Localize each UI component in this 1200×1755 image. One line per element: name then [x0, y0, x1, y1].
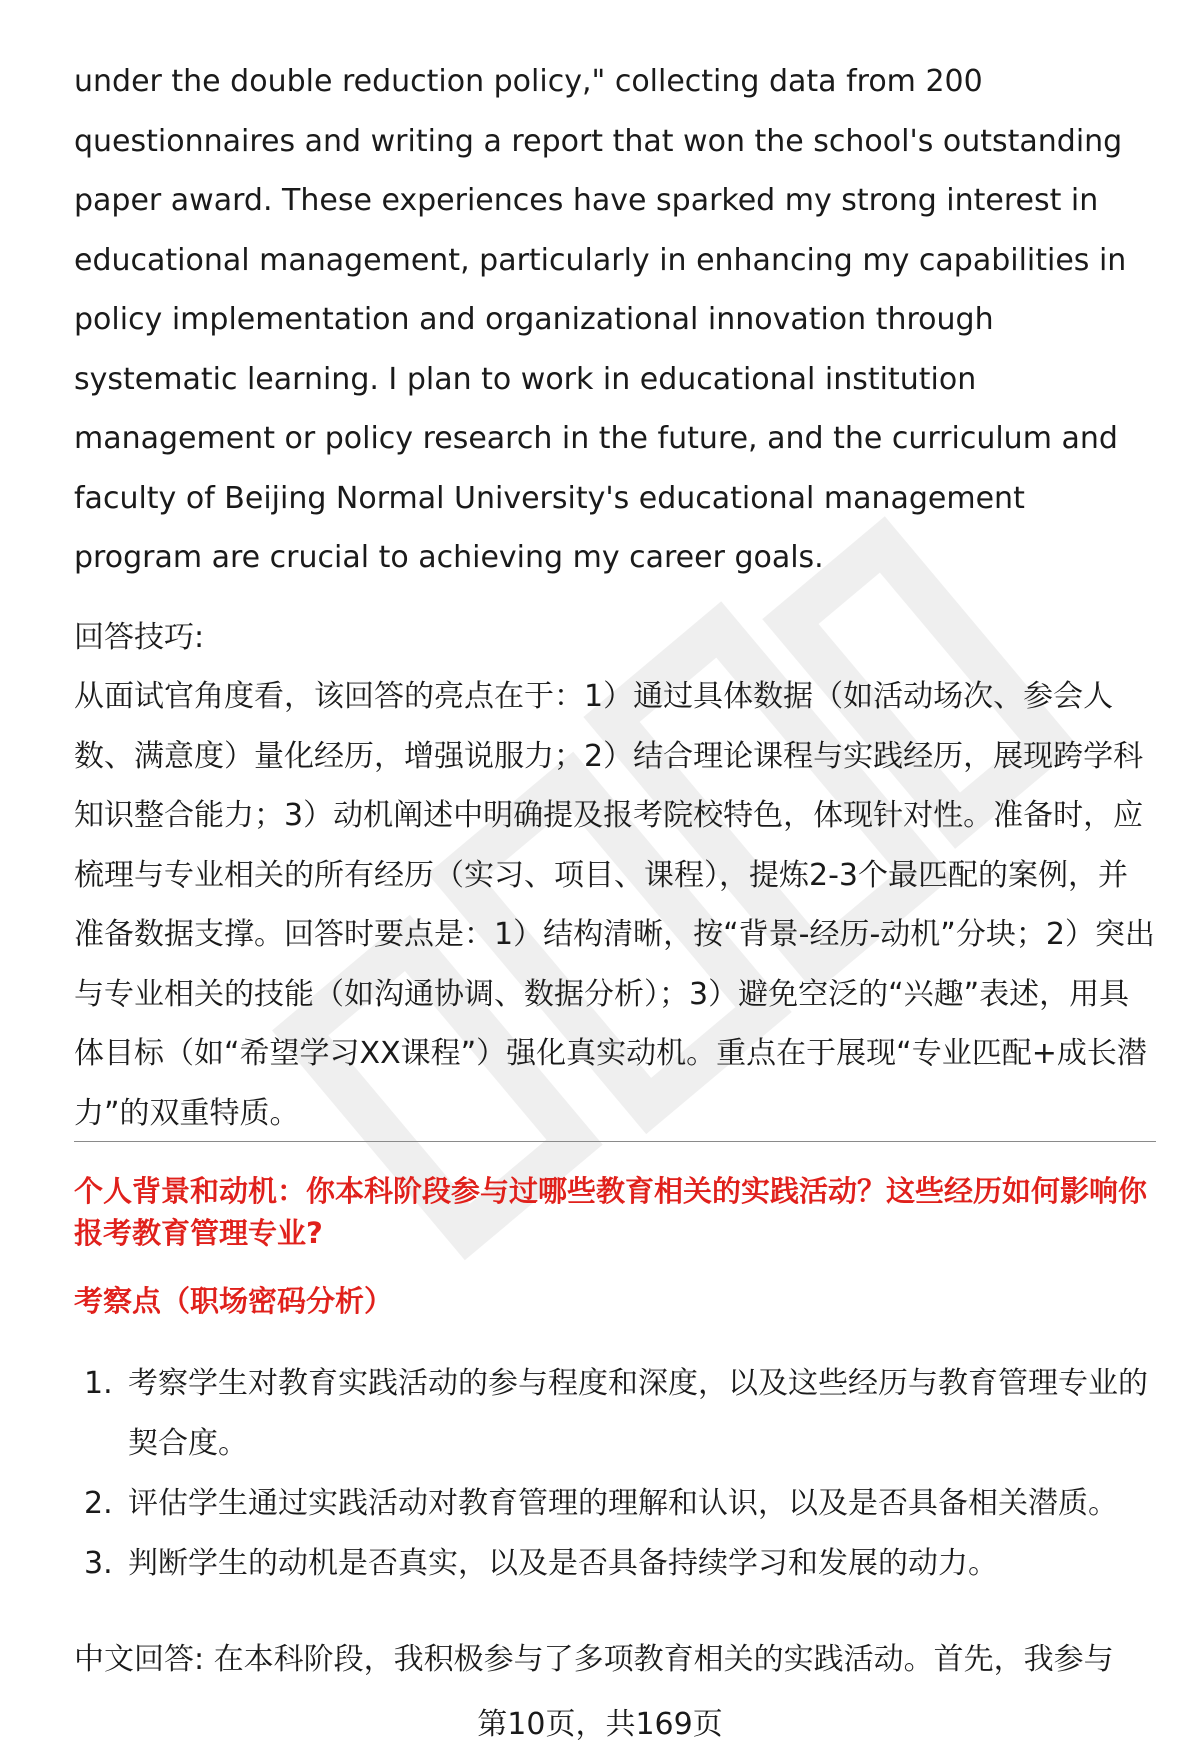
- analysis-heading: 考察点（职场密码分析）: [74, 1284, 394, 1318]
- tips-label: 回答技巧:: [74, 619, 205, 655]
- list-item-text: 考察学生对教育实践活动的参与程度和深度，以及这些经历与教育管理专业的契合度。: [128, 1366, 1148, 1461]
- list-item-number: 3.: [84, 1546, 113, 1581]
- list-item-number: 2.: [84, 1486, 113, 1521]
- answer-label: 中文回答:: [74, 1642, 205, 1677]
- list-item: [74, 1534, 1156, 1594]
- answer-text: 在本科阶段，我积极参与了多项教育相关的实践活动。首先，我参与: [213, 1642, 1114, 1677]
- answer-line: [74, 1630, 1156, 1690]
- document-body: [74, 52, 1156, 1143]
- list-item: [74, 1354, 1156, 1474]
- list-item-number: 1.: [84, 1366, 113, 1401]
- intro-paragraph: under the double reduction policy," collecting data from 200 questionnaires and writing a report that won the school's outstanding paper award. These experiences have sparked my strong interest in educational management, particularly in enhancing my capabilities in policy implementation and organizational innovation through systematic learning. I plan to work in educational institution management or policy research in the future, and the curriculum and faculty of Beijing Normal University's educational management program are crucial to achieving my career goals.: [74, 64, 1127, 575]
- page-footer: 第10页，共169页: [477, 1707, 723, 1742]
- list-item-text: 评估学生通过实践活动对教育管理的理解和认识，以及是否具备相关潜质。: [128, 1486, 1118, 1521]
- tips-paragraph: 从面试官角度看，该回答的亮点在于：1）通过具体数据（如活动场次、参会人数、满意度）量化经历，增强说服力；2）结合理论课程与实践经历，展现跨学科知识整合能力；3）动机阐述中明确提及报考院校特色，体现针对性。准备时，应梳理与专业相关的所有经历（实习、项目、课程），提炼2-3个最匹配的案例，并准备数据支撑。回答时要点是：1）结构清晰，按“背景-经历-动机”分块；2）突出与专业相关的技能（如沟通协调、数据分析）；3）避免空泛的“兴趣”表述，用具体目标（如“希望学习XX课程”）强化真实动机。重点在于展现“专业匹配+成长潜力”的双重特质。: [74, 679, 1155, 1131]
- list-item-text: 判断学生的动机是否真实，以及是否具备持续学习和发展的动力。: [128, 1546, 998, 1581]
- analysis-list: [74, 1354, 1156, 1594]
- section-divider: [74, 1141, 1156, 1142]
- question-title: 个人背景和动机：你本科阶段参与过哪些教育相关的实践活动？这些经历如何影响你报考教育管理专业?: [74, 1174, 1148, 1250]
- list-item: [74, 1474, 1156, 1534]
